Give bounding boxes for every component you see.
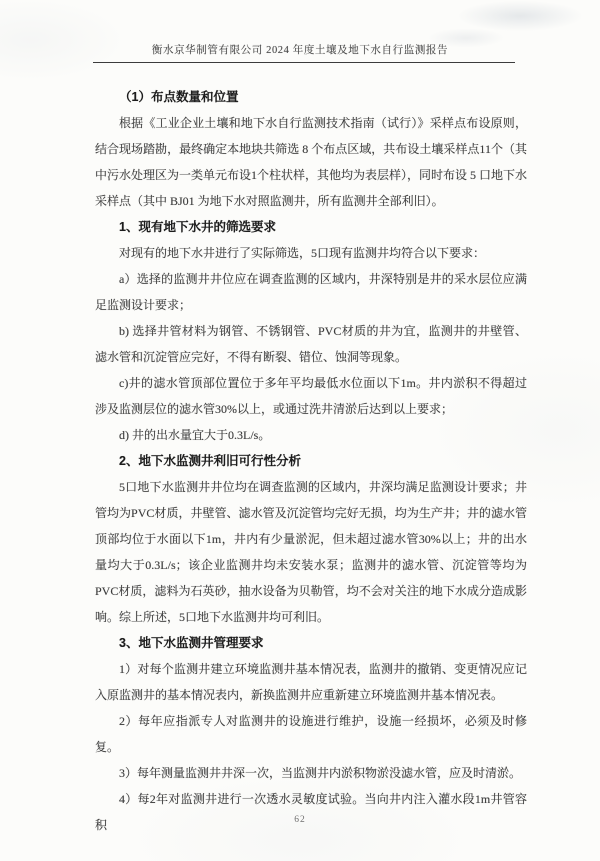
section-heading: 3、地下水监测井管理要求 — [119, 636, 264, 650]
page-footer — [0, 815, 600, 825]
document-content — [95, 84, 527, 838]
body-paragraph: 2）每年应指派专人对监测井的设施进行维护，设施一经损坏，必须及时修复。 — [95, 714, 527, 754]
section-heading: （1）布点数量和位置 — [119, 90, 239, 104]
body-paragraph: 4）每2年对监测井进行一次透水灵敏度试验。当向井内注入灌水段1m井管容积 — [95, 792, 527, 832]
report-title-header: 衡水京华制管有限公司 2024 年度土壤及地下水自行监测报告 — [151, 45, 449, 56]
body-paragraph: c)井的滤水管顶部位置位于多年平均最低水位面以下1m。井内淤积不得超过涉及监测层位的滤水管30%以上，或通过洗井清淤后达到以上要求； — [95, 376, 527, 416]
body-paragraph: 对现有的地下水井进行了实际筛选，5口现有监测井均符合以下要求： — [119, 246, 486, 260]
section-heading: 1、现有地下水井的筛选要求 — [119, 220, 276, 234]
page-number: 62 — [294, 815, 306, 825]
section-heading: 2、地下水监测井利旧可行性分析 — [119, 454, 301, 468]
body-paragraph: b) 选择井管材料为钢管、不锈钢管、PVC材质的井为宜，监测井的井壁管、滤水管和沉淀管应完好，不得有断裂、错位、蚀洞等现象。 — [95, 324, 527, 364]
body-paragraph: d) 井的出水量宜大于0.3L/s。 — [119, 428, 271, 442]
header-rule — [93, 62, 515, 63]
body-paragraph: 根据《工业企业土壤和地下水自行监测技术指南（试行）》采样点布设原则，结合现场踏勘，最终确定本地块共筛选 8 个布点区域，共布设土壤采样点11个（其中污水处理区为一类单元布设1个柱状样，其他均为表层样），同时布设 5 口地下水采样点（其中 BJ01 为地下水对照监测井，所有监测井全部利旧）。 — [95, 116, 528, 208]
body-paragraph: 3）每年测量监测井井深一次，当监测井内淤积物淤没滤水管，应及时清淤。 — [119, 766, 522, 780]
page-header — [0, 0, 600, 63]
body-paragraph: a）选择的监测井井位应在调查监测的区域内，井深特别是井的采水层位应满足监测设计要求； — [95, 272, 527, 312]
body-paragraph: 5口地下水监测井井位均在调查监测的区域内，井深均满足监测设计要求；井管均为PVC材质，井壁管、滤水管及沉淀管均完好无损，均为生产井；井的滤水管顶部均位于水面以下1m，井内有少量淤泥，但未超过滤水管30%以上；井的出水量均大于0.3L/s；该企业监测井均未安装水泵；监测井的滤水管、沉淀管等均为PVC材质，滤料为石英砂，抽水设备为贝勒管，均不会对关注的地下水成分造成影响。综上所述，5口地下水监测井均可利旧。 — [95, 480, 527, 624]
body-paragraph: 1）对每个监测井建立环境监测井基本情况表，监测井的撤销、变更情况应记入原监测井的基本情况表内，新换监测井应重新建立环境监测井基本情况表。 — [95, 662, 527, 702]
